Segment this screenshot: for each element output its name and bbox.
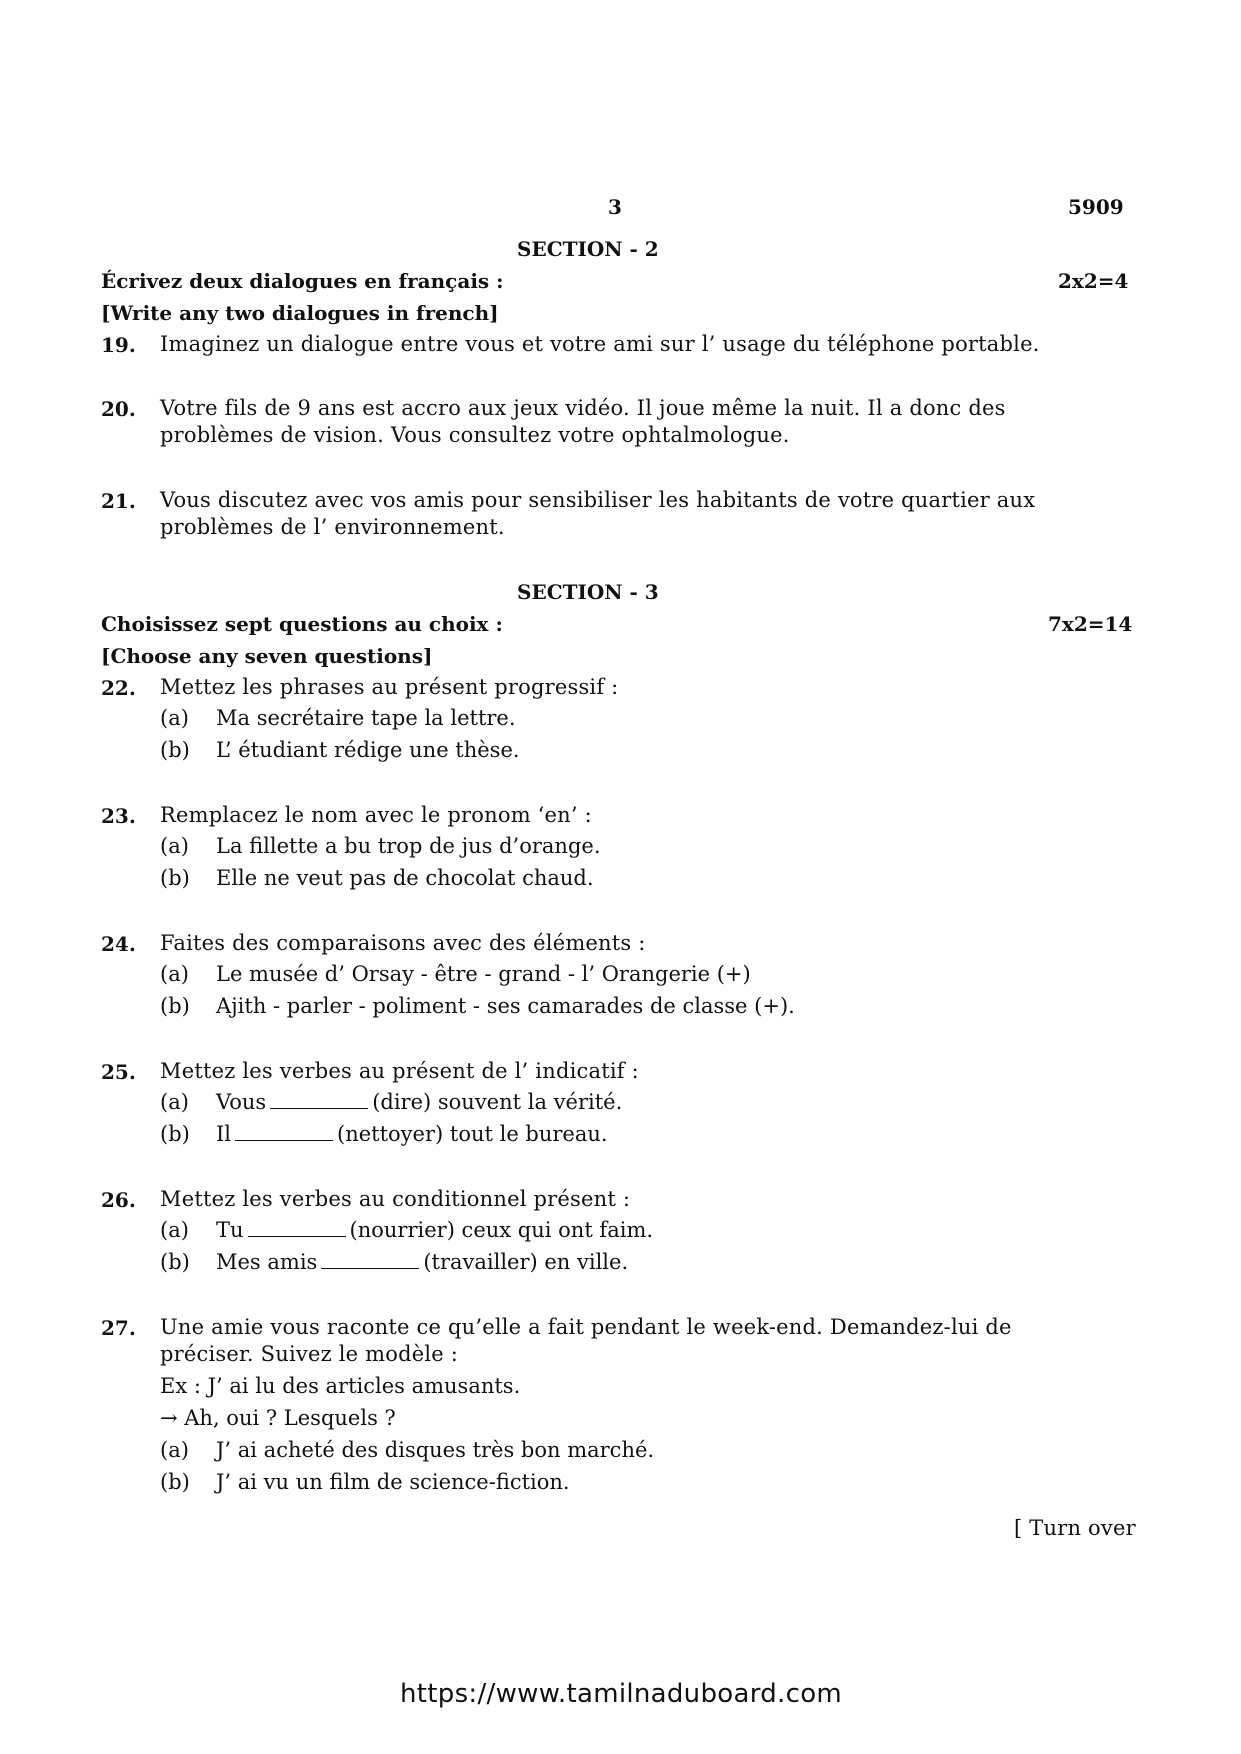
answer-blank <box>270 1090 368 1109</box>
sub-label: (a) <box>160 706 189 730</box>
sub-label: (a) <box>160 1090 189 1114</box>
sub-label: (a) <box>160 962 189 986</box>
sub-text: J’ ai acheté des disques très bon marché. <box>216 1438 655 1462</box>
sub-text-before: Tu <box>216 1218 244 1242</box>
question-number: 22. <box>101 676 136 700</box>
sub-text: J’ ai vu un film de science-fiction. <box>216 1470 570 1494</box>
example-sentence: Ex : J’ ai lu des articles amusants. <box>160 1374 521 1398</box>
question-text: Vous discutez avec vos amis pour sensibiliser les habitants de votre quartier aux problèmes de l’ environnement. <box>160 488 1036 539</box>
question-text: Imaginez un dialogue entre vous et votre ami sur l’ usage du téléphone portable. <box>160 332 1040 356</box>
question-text: Faites des comparaisons avec des éléments : <box>160 931 646 955</box>
section-3-instruction-en: [Choose any seven questions] <box>101 644 433 668</box>
question-number: 24. <box>101 932 136 956</box>
question-number: 26. <box>101 1188 136 1212</box>
question-number: 20. <box>101 397 136 421</box>
question-number: 27. <box>101 1316 136 1340</box>
question-number: 19. <box>101 333 136 357</box>
answer-blank <box>248 1218 346 1237</box>
sub-label: (b) <box>160 738 190 762</box>
sub-question-a <box>160 706 516 730</box>
sub-text: L’ étudiant rédige une thèse. <box>216 738 520 762</box>
section-2-instruction-en: [Write any two dialogues in french] <box>101 301 499 325</box>
document-code: 5909 <box>1068 195 1124 219</box>
answer-blank <box>321 1250 419 1269</box>
section-2-instruction-fr: Écrivez deux dialogues en français : <box>101 269 504 293</box>
sub-text-after: (dire) souvent la vérité. <box>372 1090 623 1114</box>
sub-text: La fillette a bu trop de jus d’orange. <box>216 834 601 858</box>
sub-label: (a) <box>160 834 189 858</box>
sub-text-after: (travailler) en ville. <box>423 1250 629 1274</box>
page-number: 3 <box>608 195 622 219</box>
sub-label: (a) <box>160 1218 189 1242</box>
section-3-marks: 7x2=14 <box>1048 612 1133 636</box>
sub-label: (b) <box>160 1122 190 1146</box>
question-text: Une amie vous raconte ce qu’elle a fait pendant le week-end. Demandez-lui de préciser. Suivez le modèle : <box>160 1315 1012 1366</box>
section-2-title: SECTION - 2 <box>517 237 659 261</box>
question-number: 25. <box>101 1060 136 1084</box>
sub-text: Ajith - parler - poliment - ses camarades de classe (+). <box>216 994 795 1018</box>
sub-label: (b) <box>160 866 190 890</box>
sub-question-b <box>160 866 594 890</box>
sub-question-b <box>160 994 795 1018</box>
sub-label: (b) <box>160 1470 190 1494</box>
turn-over-note: [ Turn over <box>1014 1516 1136 1540</box>
sub-question-a <box>160 1218 653 1242</box>
question-text: Mettez les verbes au présent de l’ indicatif : <box>160 1059 639 1083</box>
sub-question-a <box>160 1090 622 1114</box>
sub-text-before: Il <box>216 1122 232 1146</box>
sub-question-a <box>160 1438 654 1462</box>
sub-text: Elle ne veut pas de chocolat chaud. <box>216 866 594 890</box>
sub-text-after: (nettoyer) tout le bureau. <box>337 1122 608 1146</box>
question-text: Remplacez le nom avec le pronom ‘en’ : <box>160 803 592 827</box>
section-2-marks: 2x2=4 <box>1058 269 1129 293</box>
question-text: Mettez les phrases au présent progressif : <box>160 675 619 699</box>
sub-text: Ma secrétaire tape la lettre. <box>216 706 516 730</box>
sub-text-before: Mes amis <box>216 1250 318 1274</box>
example-answer: → Ah, oui ? Lesquels ? <box>160 1406 396 1430</box>
sub-question-a <box>160 962 751 986</box>
question-text: Votre fils de 9 ans est accro aux jeux vidéo. Il joue même la nuit. Il a donc des problèmes de vision. Vous consultez votre ophtalmologue. <box>160 396 1006 447</box>
question-text: Mettez les verbes au conditionnel présent : <box>160 1187 631 1211</box>
question-number: 21. <box>101 489 136 513</box>
footer-url[interactable]: https://www.tamilnaduboard.com <box>400 1679 843 1709</box>
sub-label: (b) <box>160 1250 190 1274</box>
sub-question-b <box>160 1470 570 1494</box>
sub-question-b <box>160 1250 628 1274</box>
section-3-instruction-fr: Choisissez sept questions au choix : <box>101 612 503 636</box>
answer-blank <box>235 1122 333 1141</box>
section-3-title: SECTION - 3 <box>517 580 659 604</box>
question-number: 23. <box>101 804 136 828</box>
sub-text: Le musée d’ Orsay - être - grand - l’ Orangerie (+) <box>216 962 751 986</box>
sub-label: (a) <box>160 1438 189 1462</box>
sub-text-after: (nourrier) ceux qui ont faim. <box>349 1218 654 1242</box>
sub-text-before: Vous <box>216 1090 267 1114</box>
sub-label: (b) <box>160 994 190 1018</box>
sub-question-a <box>160 834 601 858</box>
sub-question-b <box>160 738 520 762</box>
sub-question-b <box>160 1122 608 1146</box>
